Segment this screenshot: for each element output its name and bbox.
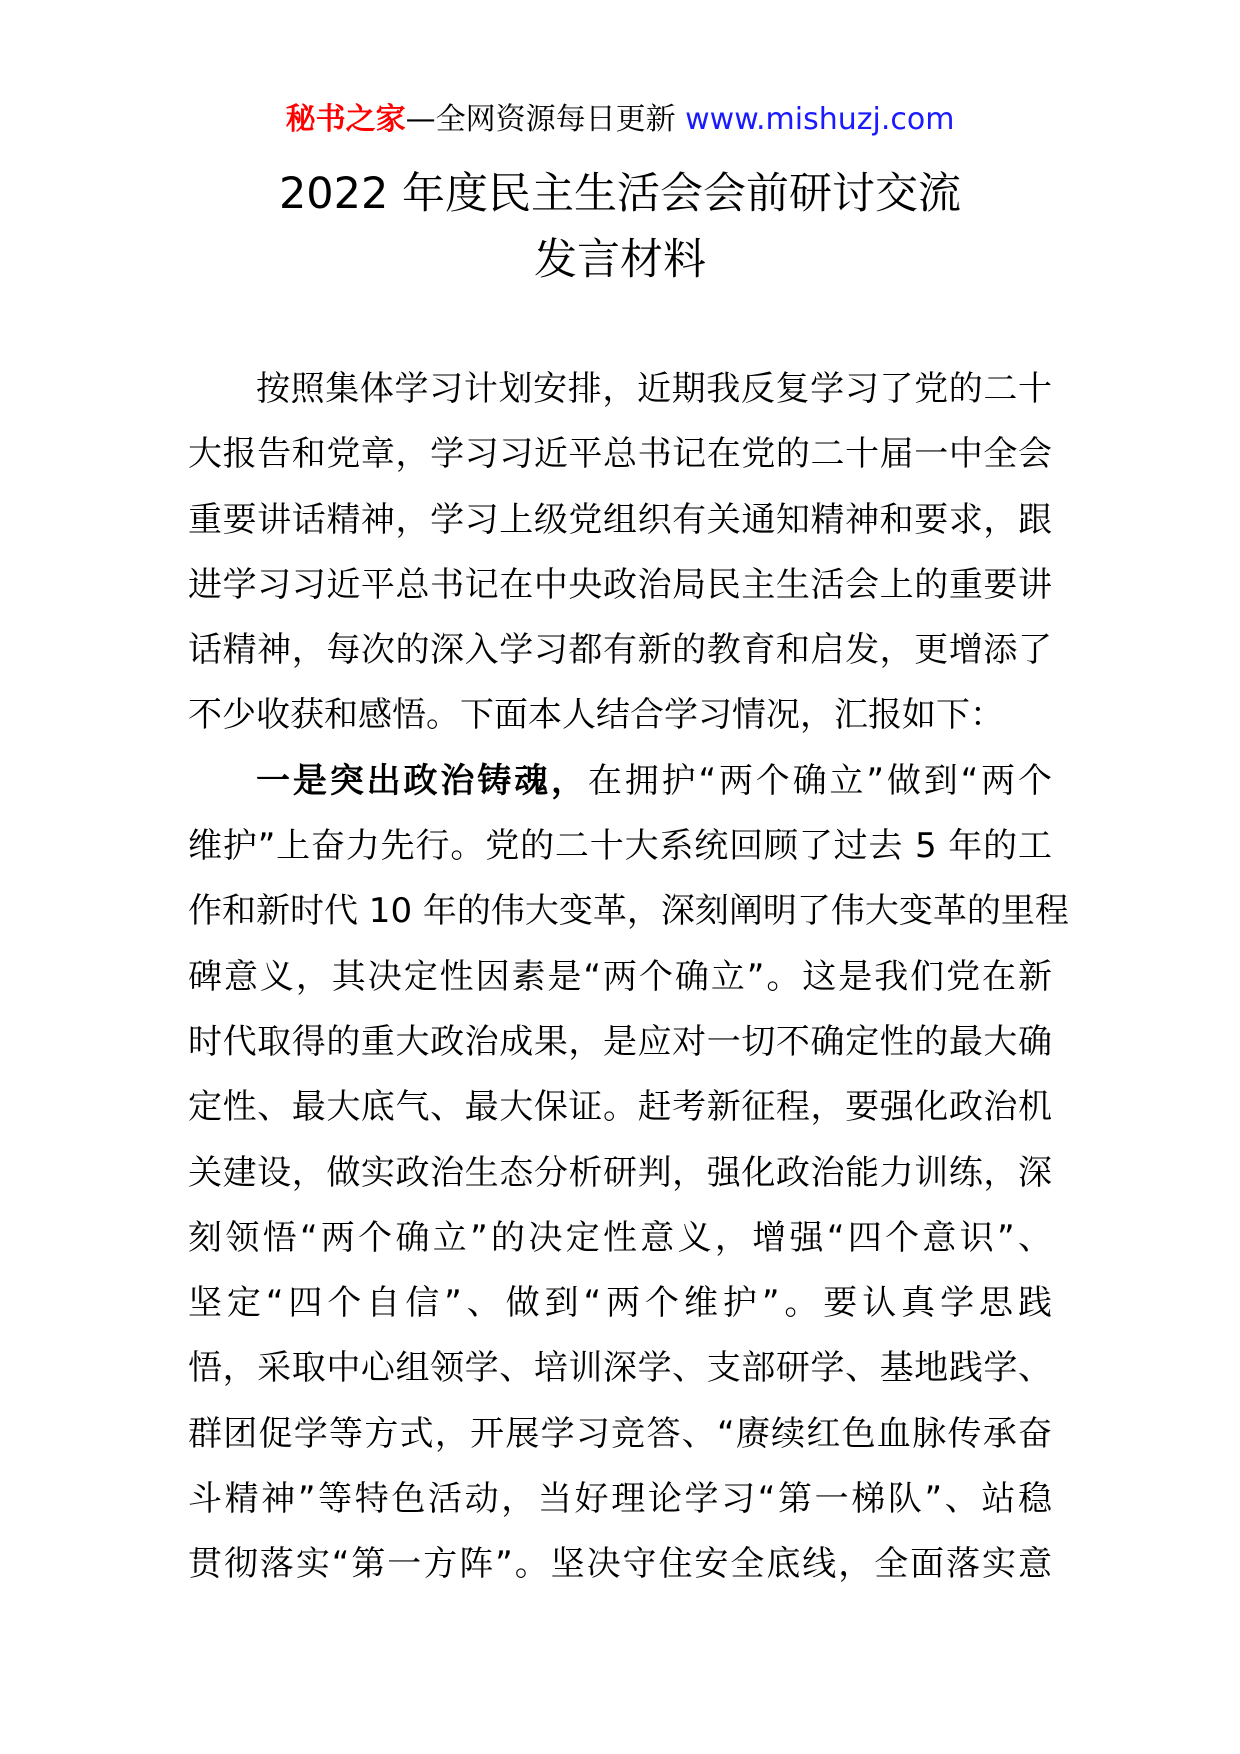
body-line: 刻领悟“两个确立”的决定性意义，增强“四个意识”、 <box>188 1217 1052 1258</box>
document-title-line-1: 2022 年度民主生活会会前研讨交流 <box>278 169 962 219</box>
website-link[interactable]: www.mishuzj.com <box>685 102 955 137</box>
body-line: 坚定“四个自信”、做到“两个维护”。要认真学思践 <box>188 1283 1052 1324</box>
body-line: 按照集体学习计划安排，近期我反复学习了党的二十 <box>256 369 1052 409</box>
body-line: 不少收获和感悟。下面本人结合学习情况，汇报如下： <box>188 695 1004 736</box>
lead-emphasis: 一是突出政治铸魂， <box>256 760 588 801</box>
document-body <box>188 357 1069 1598</box>
body-line: 进学习习近平总书记在中央政治局民主生活会上的重要讲 <box>188 564 1052 605</box>
body-line: 一是突出政治铸魂，在拥护“两个确立”做到“两个 <box>256 760 1053 801</box>
body-line: 碑意义，其决定性因素是“两个确立”。这是我们党在新 <box>188 956 1052 997</box>
body-line: 时代取得的重大政治成果，是应对一切不确定性的最大确 <box>188 1021 1052 1062</box>
brand-name: 秘书之家 <box>285 102 406 137</box>
document-title-line-2: 发言材料 <box>534 235 706 285</box>
body-line: 维护”上奋力先行。党的二十大系统回顾了过去 5 年的工 <box>188 826 1052 867</box>
body-line: 作和新时代 10 年的伟大变革，深刻阐明了伟大变革的里程 <box>188 891 1069 932</box>
body-line: 关建设，做实政治生态分析研判，强化政治能力训练，深 <box>188 1152 1052 1193</box>
body-line: 斗精神”等特色活动，当好理论学习“第一梯队”、站稳 <box>188 1479 1052 1520</box>
source-header <box>0 100 1240 140</box>
body-line: 重要讲话精神，学习上级党组织有关通知精神和要求，跟 <box>188 499 1052 540</box>
header-tagline: —全网资源每日更新 <box>405 102 686 137</box>
body-line: 定性、最大底气、最大保证。赶考新征程，要强化政治机 <box>188 1087 1052 1128</box>
body-line: 群团促学等方式，开展学习竞答、“赓续红色血脉传承奋 <box>188 1413 1052 1454</box>
body-line: 贯彻落实“第一方阵”。坚决守住安全底线，全面落实意 <box>188 1544 1052 1585</box>
body-line: 大报告和党章，学习习近平总书记在党的二十届一中全会 <box>188 434 1052 475</box>
body-line: 话精神，每次的深入学习都有新的教育和启发，更增添了 <box>188 630 1052 671</box>
body-line: 悟，采取中心组领学、培训深学、支部研学、基地践学、 <box>188 1348 1052 1389</box>
